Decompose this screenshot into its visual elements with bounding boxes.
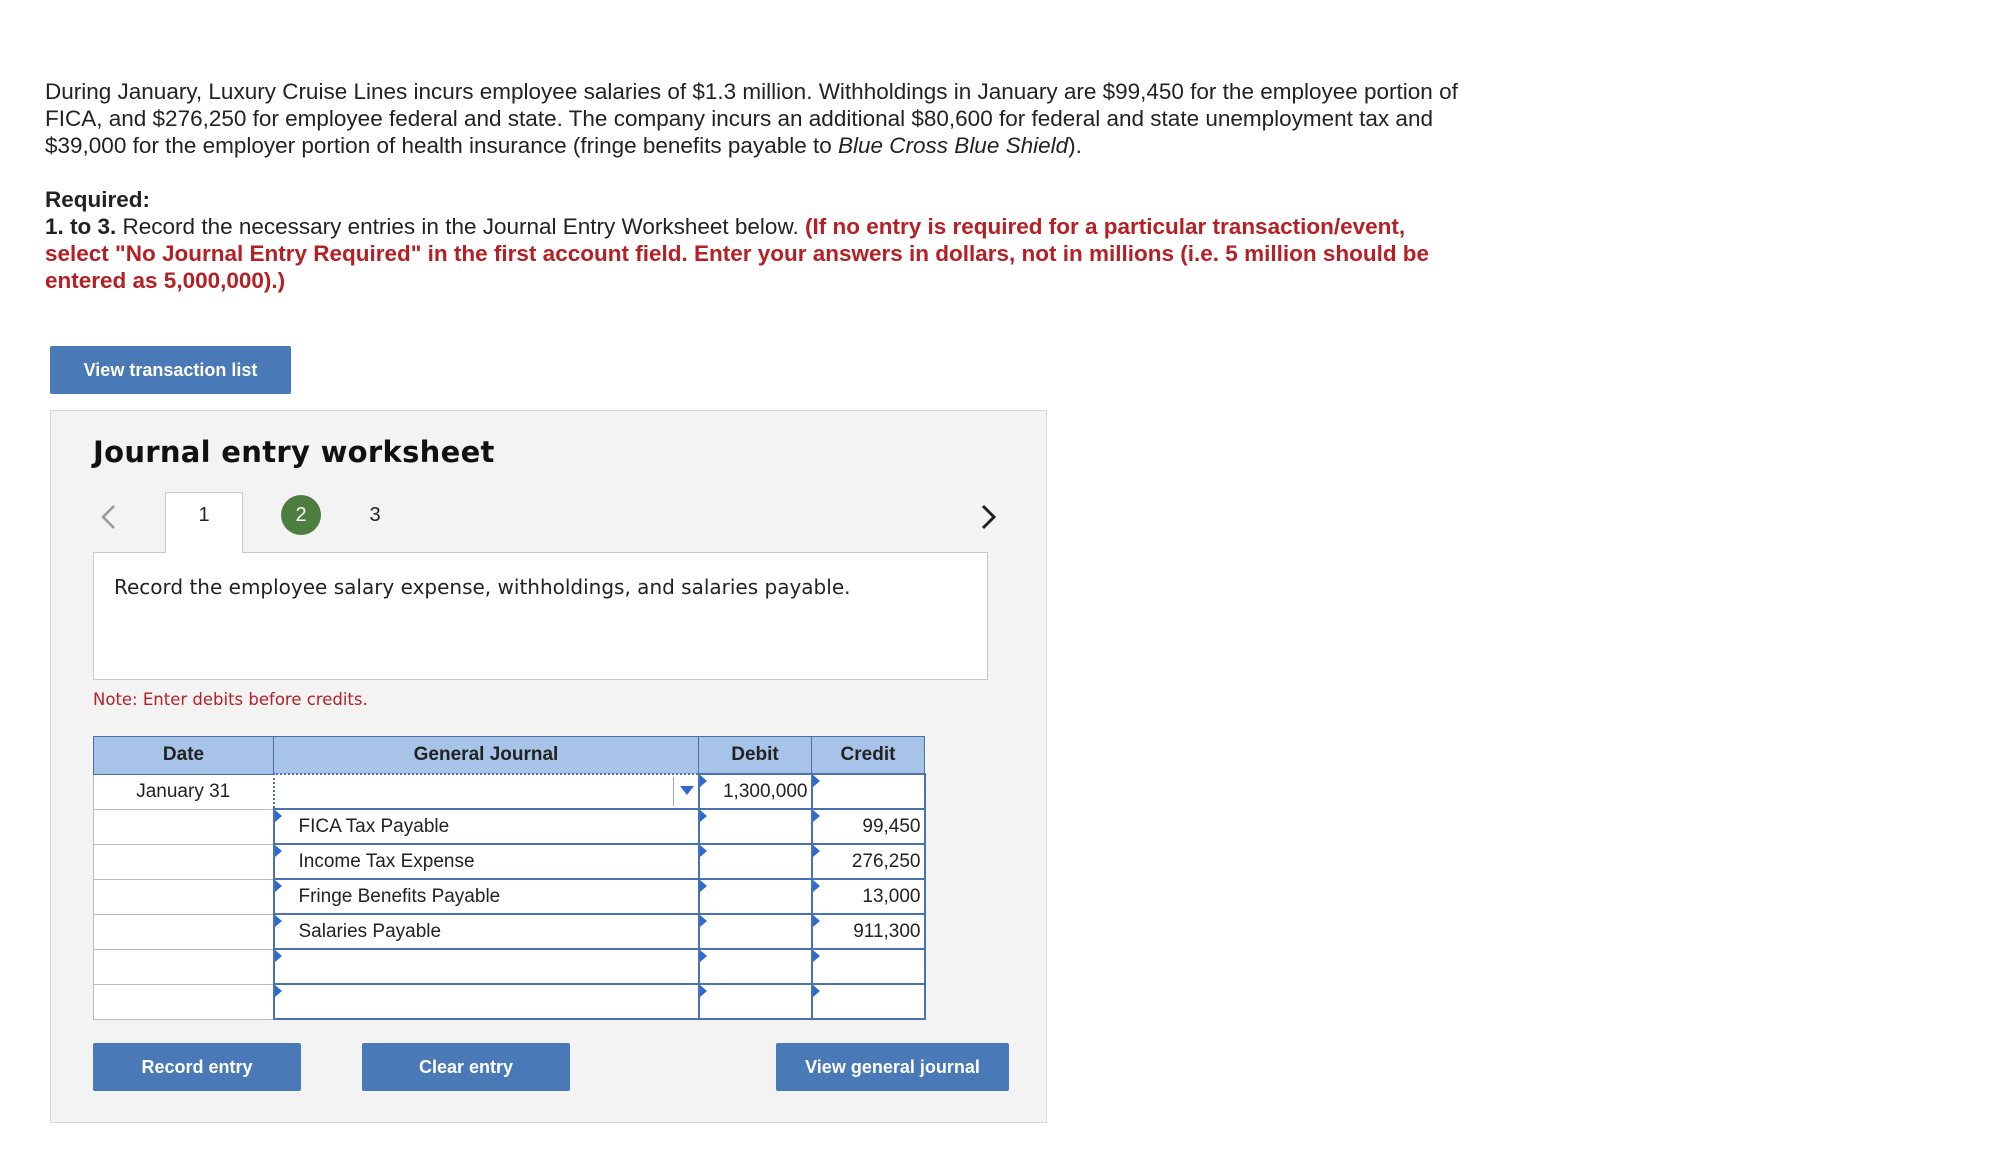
cell-marker-icon — [275, 915, 282, 927]
debit-input[interactable] — [699, 809, 812, 844]
tab-step-2[interactable]: 2 — [281, 495, 321, 535]
credit-input[interactable] — [812, 949, 925, 984]
cell-marker-icon — [813, 880, 820, 892]
debit-value: 1,300,000 — [722, 780, 808, 802]
cell-marker-icon — [700, 985, 707, 997]
account-value — [275, 781, 299, 802]
cell-marker-icon — [813, 845, 820, 857]
view-transaction-list-button[interactable]: View transaction list — [50, 346, 291, 394]
clear-entry-button[interactable]: Clear entry — [362, 1043, 570, 1091]
date-cell[interactable] — [94, 844, 274, 879]
required-block — [45, 186, 1475, 294]
credit-value: 911,300 — [853, 920, 921, 942]
account-select[interactable] — [274, 844, 699, 879]
cell-marker-icon — [813, 915, 820, 927]
required-text: Record the necessary entries in the Journal Entry Worksheet below. — [116, 214, 805, 239]
table-row — [94, 984, 925, 1019]
credit-header: Credit — [812, 737, 925, 775]
debit-input[interactable] — [699, 949, 812, 984]
worksheet-title: Journal entry worksheet — [93, 435, 495, 469]
account-select[interactable] — [274, 774, 699, 809]
cell-marker-icon — [813, 775, 820, 787]
instruction-text: Record the employee salary expense, withholdings, and salaries payable. — [114, 575, 851, 599]
view-general-journal-button[interactable]: View general journal — [776, 1043, 1009, 1091]
cell-marker-icon — [275, 880, 282, 892]
debit-input[interactable] — [699, 774, 812, 809]
account-select[interactable] — [274, 984, 699, 1019]
dropdown-arrow-icon[interactable] — [680, 786, 694, 795]
instruction-box — [93, 552, 988, 680]
tab-step-3[interactable]: 3 — [369, 503, 381, 526]
chevron-right-icon[interactable] — [976, 501, 1000, 533]
cell-marker-icon — [700, 950, 707, 962]
cell-marker-icon — [813, 810, 820, 822]
required-label: Required: — [45, 187, 151, 212]
problem-statement — [45, 78, 1475, 294]
date-cell[interactable] — [94, 949, 274, 984]
credit-value: 99,450 — [862, 815, 921, 837]
table-row — [94, 774, 925, 809]
account-value: Income Tax Expense — [298, 850, 475, 872]
cell-marker-icon — [700, 810, 707, 822]
chevron-left-icon[interactable] — [97, 501, 121, 533]
cell-marker-icon — [813, 950, 820, 962]
account-value: Salaries Payable — [298, 920, 442, 942]
tab-step-1[interactable]: 1 — [165, 492, 243, 553]
account-value: FICA Tax Payable — [298, 815, 450, 837]
debit-input[interactable] — [699, 984, 812, 1019]
date-header: Date — [94, 737, 274, 775]
account-header: General Journal — [274, 737, 699, 775]
table-row — [94, 844, 925, 879]
cell-marker-icon — [275, 845, 282, 857]
credit-input[interactable] — [812, 844, 925, 879]
debit-input[interactable] — [699, 914, 812, 949]
table-row — [94, 879, 925, 914]
debit-header: Debit — [699, 737, 812, 775]
date-cell[interactable] — [94, 984, 274, 1019]
problem-emphasis: Blue Cross Blue Shield — [838, 133, 1069, 158]
credit-input[interactable] — [812, 774, 925, 809]
credit-input[interactable] — [812, 879, 925, 914]
account-select[interactable] — [274, 914, 699, 949]
note-text: Note: Enter debits before credits. — [93, 690, 368, 709]
account-select[interactable] — [274, 949, 699, 984]
required-instructions: (If no entry is required for a particular transaction/event, select "No Journal Entry Required" in the first account field. Enter your answers in dollars, not in millions (i.e. 5 million should be entered as 5,000,000).) — [45, 214, 1430, 293]
credit-input[interactable] — [812, 809, 925, 844]
date-cell[interactable] — [94, 914, 274, 949]
cell-marker-icon — [275, 985, 282, 997]
journal-header-row — [94, 737, 925, 775]
debit-input[interactable] — [699, 879, 812, 914]
debit-input[interactable] — [699, 844, 812, 879]
cell-marker-icon — [700, 915, 707, 927]
credit-input[interactable] — [812, 984, 925, 1019]
account-value: Fringe Benefits Payable — [298, 885, 501, 907]
date-cell[interactable] — [94, 879, 274, 914]
account-select[interactable] — [274, 809, 699, 844]
cell-marker-icon — [700, 880, 707, 892]
problem-text-end: ). — [1068, 133, 1082, 158]
credit-value: 276,250 — [851, 850, 921, 872]
cell-marker-icon — [700, 775, 707, 787]
table-row — [94, 809, 925, 844]
cell-marker-icon — [275, 950, 282, 962]
journal-entry-worksheet — [50, 410, 1047, 1123]
date-cell[interactable]: January 31 — [94, 774, 274, 809]
cell-marker-icon — [700, 845, 707, 857]
date-cell[interactable] — [94, 809, 274, 844]
credit-value: 13,000 — [862, 885, 921, 907]
problem-paragraph — [45, 78, 1475, 159]
table-row — [94, 949, 925, 984]
credit-input[interactable] — [812, 914, 925, 949]
account-select[interactable] — [274, 879, 699, 914]
cell-marker-icon — [813, 985, 820, 997]
record-entry-button[interactable]: Record entry — [93, 1043, 301, 1091]
journal-table — [93, 736, 926, 1020]
dropdown-divider — [673, 777, 674, 806]
problem-text: During January, Luxury Cruise Lines incurs employee salaries of $1.3 million. Withholdings in January are $99,450 for the employee portion of FICA, and $276,250 for employee federal and state. The company incurs an additional $80,600 for federal and state unemployment tax and $39,000 for the employer portion of health insurance (fringe benefits payable to — [45, 79, 1458, 158]
cell-marker-icon — [275, 810, 282, 822]
required-prefix: 1. to 3. — [45, 214, 117, 239]
table-row — [94, 914, 925, 949]
